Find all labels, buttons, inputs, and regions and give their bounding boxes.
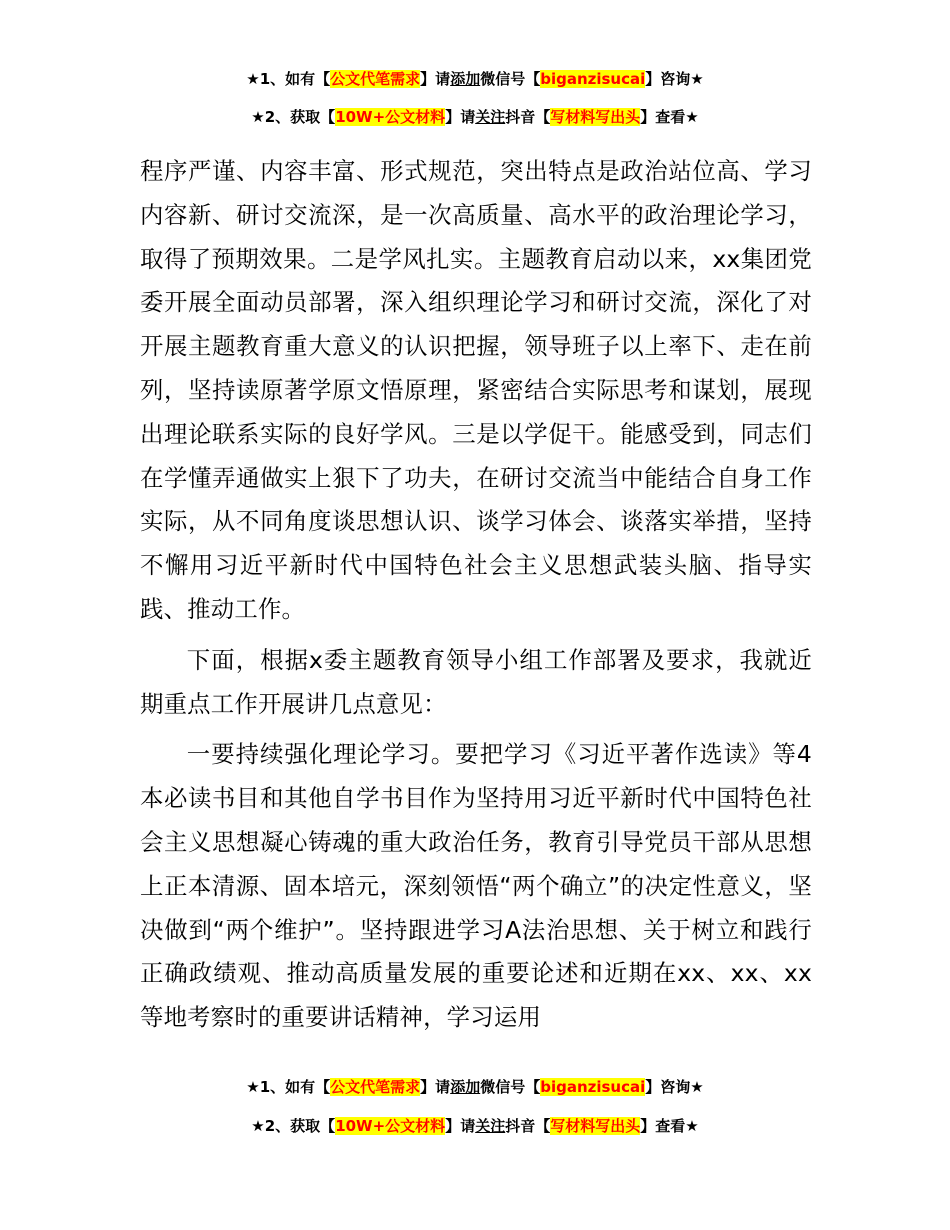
banner-text: 】查看★ [640,108,699,126]
banner-emphasis: 添加 [450,1078,481,1096]
banner-text: 】请 [420,1078,451,1096]
highlight-service: 公文代笔需求 [330,70,421,88]
banner-emphasis: 关注 [475,108,506,126]
banner-text: ★2、获取【 [251,108,336,126]
banner-text: 微信号【 [480,70,541,88]
banner-text: 抖音【 [505,108,551,126]
banner-text: ★2、获取【 [251,1117,336,1135]
highlight-wechat-id: biganzisucai [540,70,646,88]
paragraph-1: 程序严谨、内容丰富、形式规范，突出特点是政治站位高、学习内容新、研讨交流深，是一次高质量、高水平的政治理论学习，取得了预期效果。二是学风扎实。主题教育启动以来，xx集团党委开展全面动员部署，深入组织理论学习和研讨交流，深化了对开展主题教育重大意义的认识把握，领导班子以上率下、走在前列，坚持读原著学原文悟原理，紧密结合实际思考和谋划，展现出理论联系实际的良好学风。三是以学促干。能感受到，同志们在学懂弄通做实上狠下了功夫，在研讨交流当中能结合自身工作实际，从不同角度谈思想认识、谈学习体会、谈落实举措，坚持不懈用习近平新时代中国特色社会主义思想武装头脑、指导实践、推动工作。 [140,157,812,623]
highlight-materials: 10W+公文材料 [335,108,446,126]
footer-banner-line-2 [0,1115,950,1137]
banner-text: ★1、如有【 [246,1078,331,1096]
document-body [140,150,812,1040]
highlight-wechat-id: biganzisucai [540,1078,646,1096]
header-banner-line-1 [0,68,950,90]
footer-banner-line-1 [0,1076,950,1098]
header-banner-line-2 [0,106,950,128]
banner-text: 微信号【 [480,1078,541,1096]
banner-text: 】请 [420,70,451,88]
banner-text: 】咨询★ [645,1078,704,1096]
highlight-douyin: 写材料写出头 [550,1117,641,1135]
banner-emphasis: 添加 [450,70,481,88]
paragraph-3: 一要持续强化理论学习。要把学习《习近平著作选读》等4本必读书目和其他自学书目作为坚持用习近平新时代中国特色社会主义思想凝心铸魂的重大政治任务，教育引导党员干部从思想上正本清源、固本培元，深刻领悟“两个确立”的决定性意义，坚决做到“两个维护”。坚持跟进学习A法治思想、关于树立和践行正确政绩观、推动高质量发展的重要论述和近期在xx、xx、xx等地考察时的重要讲话精神，学习运用 [140,740,812,1032]
paragraph-2: 下面，根据x委主题教育领导小组工作部署及要求，我就近期重点工作开展讲几点意见： [140,645,812,718]
banner-text: 】请 [445,108,476,126]
highlight-douyin: 写材料写出头 [550,108,641,126]
banner-text: 】请 [445,1117,476,1135]
banner-text: 】咨询★ [645,70,704,88]
banner-text: 抖音【 [505,1117,551,1135]
banner-text: 】查看★ [640,1117,699,1135]
highlight-materials: 10W+公文材料 [335,1117,446,1135]
banner-text: ★1、如有【 [246,70,331,88]
banner-emphasis: 关注 [475,1117,506,1135]
highlight-service: 公文代笔需求 [330,1078,421,1096]
